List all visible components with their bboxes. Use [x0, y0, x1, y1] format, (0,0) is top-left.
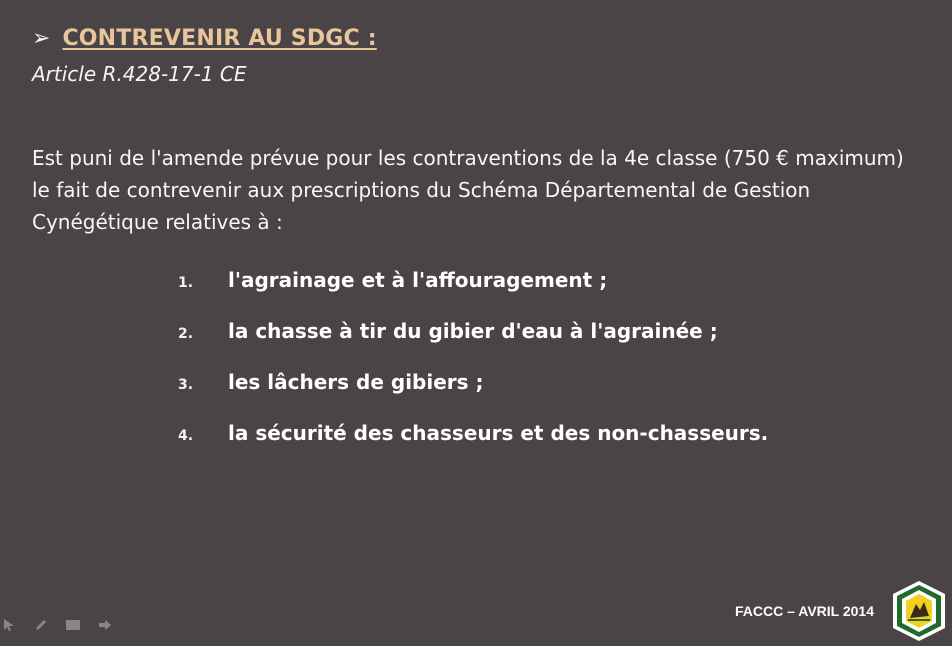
slideshow-toolbar: [0, 616, 114, 634]
pointer-icon[interactable]: [0, 616, 18, 634]
list-number: 4.: [178, 428, 194, 444]
list-item-text: l'agrainage et à l'affouragement ;: [228, 268, 608, 292]
slides-icon[interactable]: [64, 616, 82, 634]
federation-logo-icon: [890, 580, 948, 642]
list-item: [178, 370, 768, 421]
list-item: [178, 268, 768, 319]
arrow-bullet-icon: ➢: [32, 25, 51, 51]
list-number: 2.: [178, 326, 194, 342]
heading-row: [32, 26, 377, 51]
list-item-text: la sécurité des chasseurs et des non-chasseurs.: [228, 421, 769, 445]
next-arrow-icon[interactable]: [96, 616, 114, 634]
list-item: [178, 319, 768, 370]
article-reference: Article R.428-17-1 CE: [32, 62, 247, 86]
list-item: [178, 421, 768, 472]
list-number: 3.: [178, 377, 194, 393]
list-item-text: les lâchers de gibiers ;: [228, 370, 484, 394]
list-number: 1.: [178, 275, 194, 291]
list-item-text: la chasse à tir du gibier d'eau à l'agrainée ;: [228, 319, 718, 343]
body-paragraph: Est puni de l'amende prévue pour les contraventions de la 4e classe (750 € maximum) le fait de contrevenir aux prescriptions du Schéma Départemental de Gestion Cynégétique relatives à :: [32, 146, 904, 234]
pen-icon[interactable]: [32, 616, 50, 634]
slide-heading: CONTREVENIR AU SDGC :: [62, 26, 377, 51]
slide-footer: FACCC – AVRIL 2014: [734, 603, 874, 619]
numbered-list: [178, 268, 768, 472]
